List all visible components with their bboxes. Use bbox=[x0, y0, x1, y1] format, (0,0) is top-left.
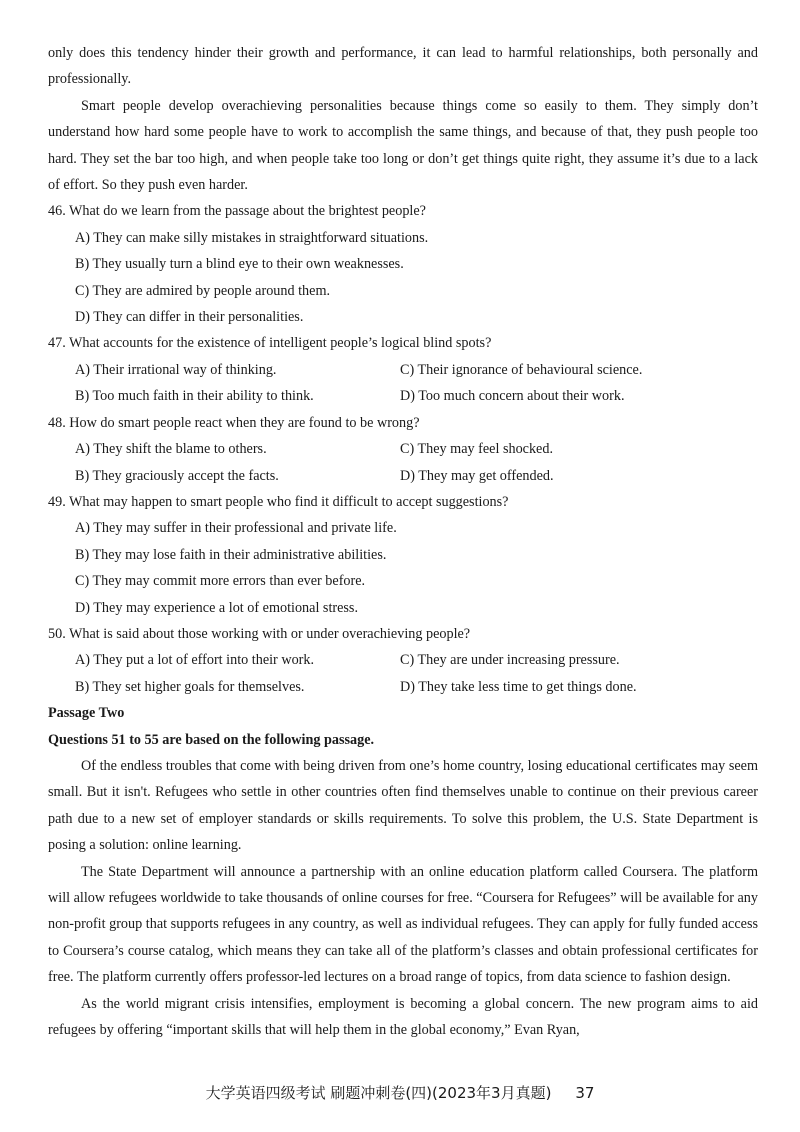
question-text: 49. What may happen to smart people who find it difficult to accept suggestions? bbox=[48, 493, 509, 510]
option-a: A) They can make silly mistakes in straightforward situations. bbox=[75, 229, 429, 246]
page-number: 37 bbox=[575, 1084, 595, 1102]
question-text: 47. What accounts for the existence of intelligent people’s logical blind spots? bbox=[48, 335, 492, 352]
passage-instructions: Questions 51 to 55 are based on the following passage. bbox=[48, 731, 375, 748]
option-d: D) They can differ in their personalities. bbox=[75, 309, 304, 326]
option-a: A) Their irrational way of thinking. bbox=[75, 361, 277, 378]
option-d: D) They take less time to get things done. bbox=[400, 678, 637, 695]
option-d: D) Too much concern about their work. bbox=[400, 388, 625, 405]
option-c: C) They are admired by people around them. bbox=[75, 282, 331, 299]
option-b: B) They may lose faith in their administrative abilities. bbox=[75, 546, 387, 563]
question-text: 48. How do smart people react when they are found to be wrong? bbox=[48, 414, 420, 431]
option-c: C) They may feel shocked. bbox=[400, 441, 553, 458]
question-49 bbox=[48, 489, 758, 621]
option-row bbox=[48, 674, 758, 700]
option-a: A) They shift the blame to others. bbox=[75, 441, 267, 458]
page-content bbox=[48, 40, 758, 1043]
option-row bbox=[48, 383, 758, 409]
page-footer bbox=[0, 1083, 800, 1103]
paragraph: Smart people develop overachieving personalities because things come so easily to them. They simply don’t understand how hard some people have to work to accomplish the same things, and because of that, they push people too hard. They set the bar too high, and when people take too long or don’t get things quite right, they assume it’s due to a lack of effort. So they push even harder. bbox=[48, 97, 758, 194]
footer-title: 大学英语四级考试 刷题冲刺卷(四)(2023年3月真题) bbox=[205, 1084, 552, 1102]
option-b: B) They set higher goals for themselves. bbox=[75, 678, 305, 695]
option-a: A) They may suffer in their professional and private life. bbox=[75, 520, 397, 537]
option-c: C) They may commit more errors than ever before. bbox=[75, 573, 366, 590]
question-50 bbox=[48, 621, 758, 700]
question-47 bbox=[48, 330, 758, 409]
question-46 bbox=[48, 198, 758, 330]
option-row bbox=[48, 357, 758, 383]
option-row bbox=[48, 436, 758, 462]
question-text: 46. What do we learn from the passage about the brightest people? bbox=[48, 203, 426, 220]
option-row bbox=[48, 463, 758, 489]
paragraph: Of the endless troubles that come with being driven from one’s home country, losing educational certificates may seem small. But it isn't. Refugees who settle in other countries often find themselves unable to continue on their previous career path due to a new set of employer standards or skills requirements. To solve this problem, the U.S. State Department is posing a solution: online learning. bbox=[48, 757, 758, 854]
question-text: 50. What is said about those working with or under overachieving people? bbox=[48, 625, 471, 642]
question-48 bbox=[48, 410, 758, 489]
lead-paragraph: only does this tendency hinder their growth and performance, it can lead to harmful relationships, both personally and professionally. bbox=[48, 45, 758, 88]
option-c: C) They are under increasing pressure. bbox=[400, 652, 620, 669]
option-d: D) They may get offended. bbox=[400, 467, 554, 484]
option-b: B) Too much faith in their ability to think. bbox=[75, 388, 314, 405]
option-c: C) Their ignorance of behavioural science. bbox=[400, 361, 643, 378]
option-a: A) They put a lot of effort into their work. bbox=[75, 652, 315, 669]
passage-title: Passage Two bbox=[48, 705, 125, 722]
option-b: B) They usually turn a blind eye to their own weaknesses. bbox=[75, 256, 404, 273]
option-d: D) They may experience a lot of emotional stress. bbox=[75, 599, 359, 616]
option-b: B) They graciously accept the facts. bbox=[75, 467, 279, 484]
paragraph: The State Department will announce a partnership with an online education platform called Coursera. The platform will allow refugees worldwide to take thousands of online courses for free. “Coursera for Refugees” will be available for any non-profit group that supports refugees in any country, as well as individual refugees. They can apply for fully funded access to Coursera’s course catalog, which means they can take all of the platform’s classes and obtain professional certificates for free. The platform currently offers professor-led lectures on a broad range of topics, from data science to fashion design. bbox=[48, 863, 758, 986]
option-row bbox=[48, 647, 758, 673]
paragraph: As the world migrant crisis intensifies, employment is becoming a global concern. The new program aims to aid refugees by offering “important skills that will help them in the global economy,” Evan Ryan, bbox=[48, 995, 758, 1039]
